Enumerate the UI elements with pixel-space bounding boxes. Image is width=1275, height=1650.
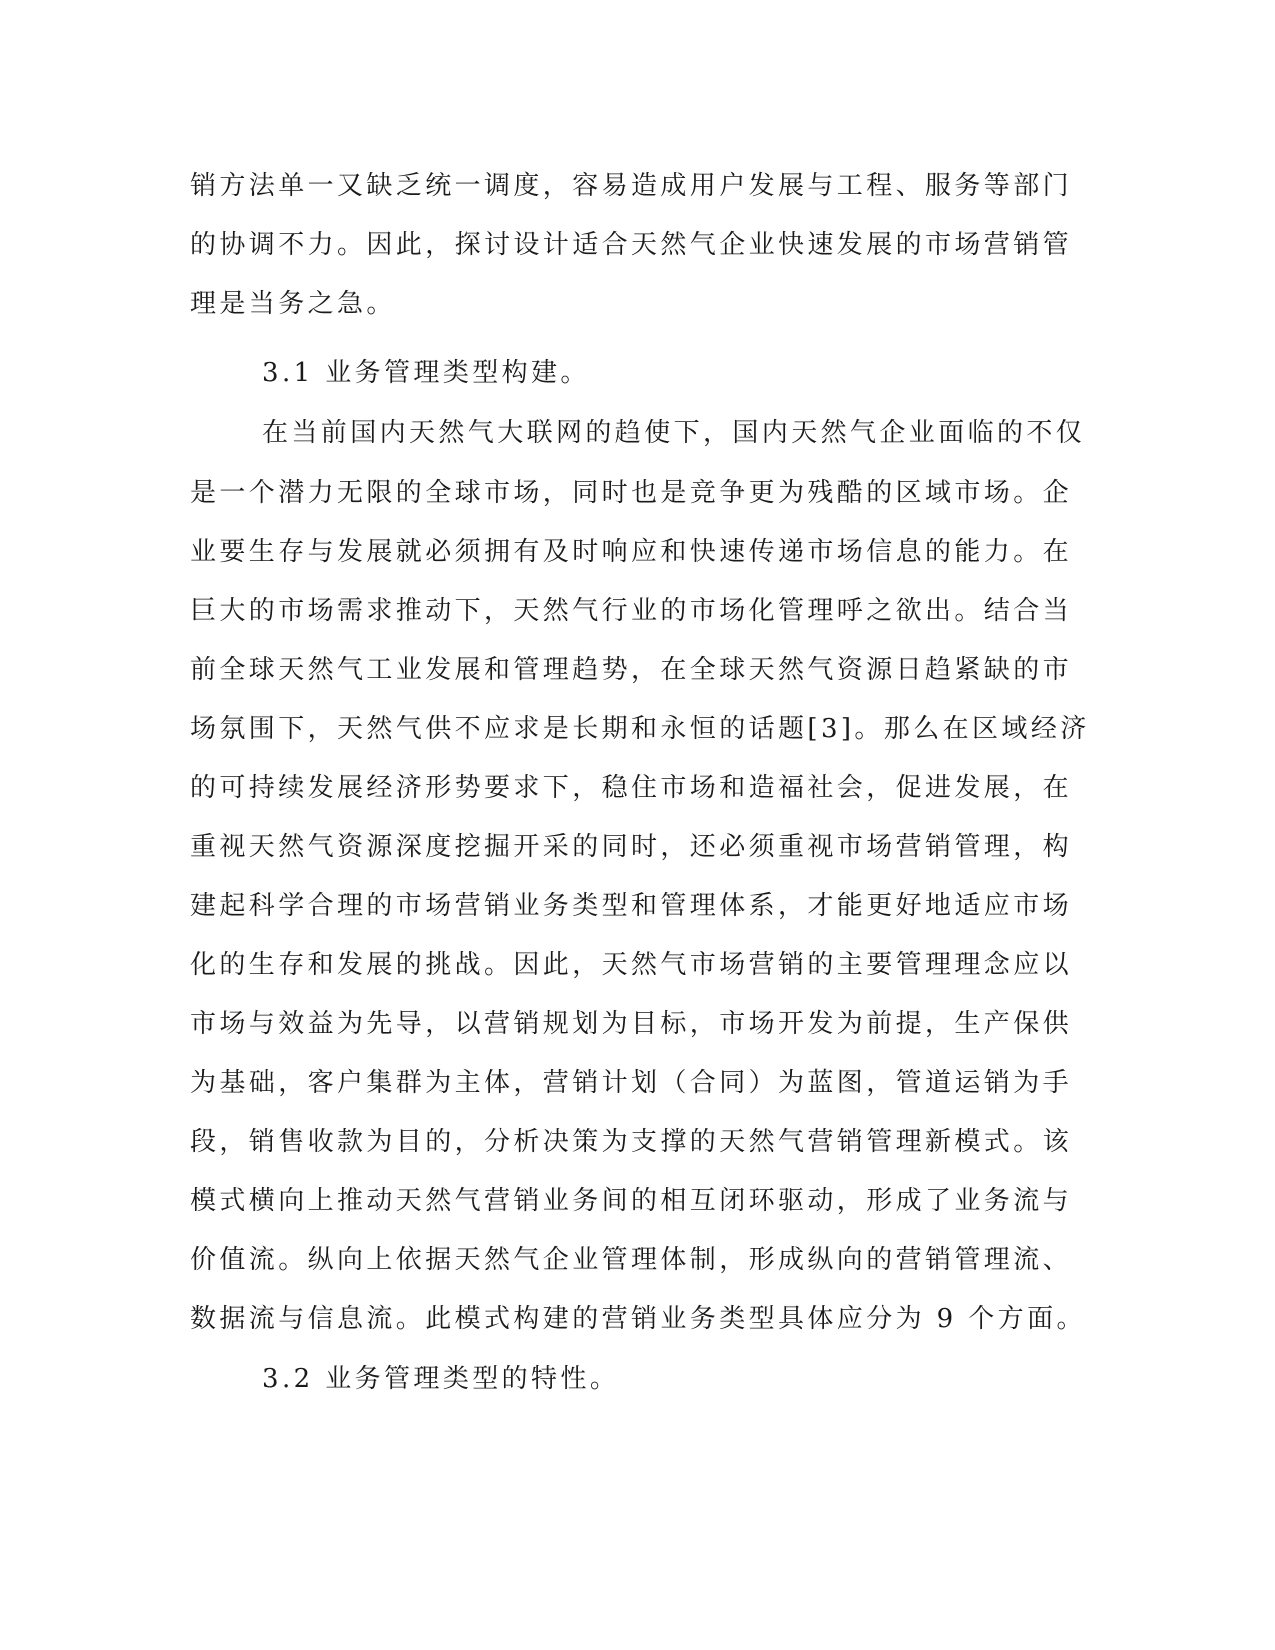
paragraph-3-1-line-4: 巨大的市场需求推动下，天然气行业的市场化管理呼之欲出。结合当: [190, 596, 1073, 626]
section-heading-3-2: 3.2 业务管理类型的特性。: [262, 1364, 620, 1394]
paragraph-3-1-line-3: 业要生存与发展就必须拥有及时响应和快速传递市场信息的能力。在: [190, 537, 1073, 567]
section-heading-3-1: 3.1 业务管理类型构建。: [262, 358, 590, 388]
paragraph-3-1-line-9: 建起科学合理的市场营销业务类型和管理体系，才能更好地适应市场: [190, 891, 1073, 921]
paragraph-3-1-line-14: 模式横向上推动天然气营销业务间的相互闭环驱动，形成了业务流与: [190, 1186, 1073, 1216]
paragraph-3-1-line-2: 是一个潜力无限的全球市场，同时也是竞争更为残酷的区域市场。企: [190, 478, 1073, 508]
paragraph-3-1-line-11: 市场与效益为先导，以营销规划为目标，市场开发为前提，生产保供: [190, 1009, 1073, 1039]
paragraph-3-1-line-5: 前全球天然气工业发展和管理趋势，在全球天然气资源日趋紧缺的市: [190, 655, 1073, 685]
paragraph-3-1-line-16: 数据流与信息流。此模式构建的营销业务类型具体应分为 9 个方面。: [190, 1304, 1086, 1334]
paragraph-3-1-line-7: 的可持续发展经济形势要求下，稳住市场和造福社会，促进发展，在: [190, 773, 1073, 803]
paragraph-3-1-line-15: 价值流。纵向上依据天然气企业管理体制，形成纵向的营销管理流、: [190, 1245, 1073, 1275]
paragraph-3-1-line-12: 为基础，客户集群为主体，营销计划（合同）为蓝图，管道运销为手: [190, 1068, 1073, 1098]
paragraph-3-1-line-6: 场氛围下，天然气供不应求是长期和永恒的话题[3]。那么在区域经济: [190, 714, 1090, 744]
paragraph-3-1-line-8: 重视天然气资源深度挖掘开采的同时，还必须重视市场营销管理，构: [190, 832, 1073, 862]
paragraph-3-1-line-10: 化的生存和发展的挑战。因此，天然气市场营销的主要管理理念应以: [190, 950, 1073, 980]
paragraph-intro-line-1: 销方法单一又缺乏统一调度，容易造成用户发展与工程、服务等部门: [190, 171, 1073, 201]
paragraph-3-1-line-1: 在当前国内天然气大联网的趋使下，国内天然气企业面临的不仅: [262, 418, 1086, 448]
paragraph-intro-line-3: 理是当务之急。: [190, 289, 396, 319]
paragraph-3-1-line-13: 段，销售收款为目的，分析决策为支撑的天然气营销管理新模式。该: [190, 1127, 1073, 1157]
paragraph-intro-line-2: 的协调不力。因此，探讨设计适合天然气企业快速发展的市场营销管: [190, 230, 1073, 260]
